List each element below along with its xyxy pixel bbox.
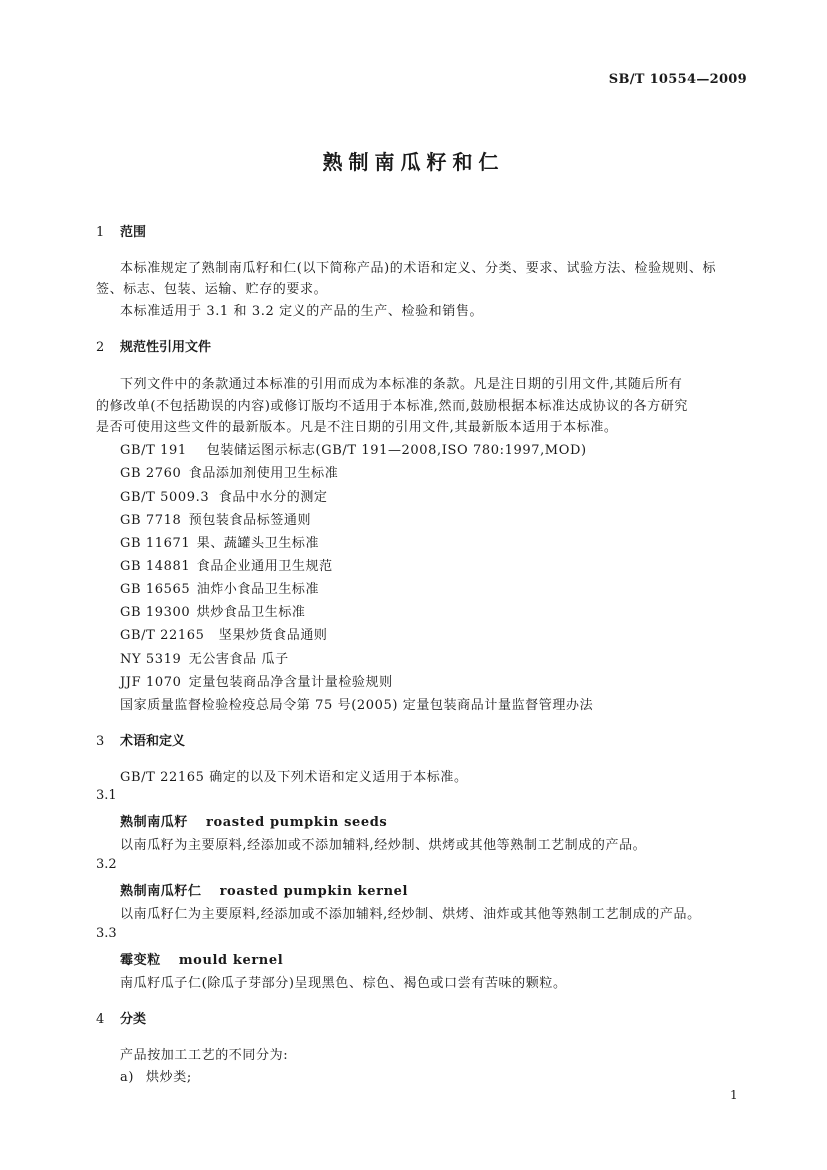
term-number: 3.3 [96, 926, 117, 941]
reference-code: GB 14881 [120, 559, 191, 574]
reference-item [120, 671, 393, 690]
s1-paragraph: 本标准适用于 3.1 和 3.2 定义的产品的生产、检验和销售。 [120, 304, 484, 319]
reference-item [120, 624, 328, 643]
section-1-heading [96, 221, 146, 240]
section-title: 规范性引用文件 [120, 340, 212, 355]
s3-intro: GB/T 22165 确定的以及下列术语和定义适用于本标准。 [120, 770, 468, 785]
standard-code: SB/T 10554—2009 [608, 72, 747, 87]
s4-intro: 产品按加工工艺的不同分为: [120, 1048, 289, 1063]
reference-code: NY 5319 [120, 652, 182, 667]
s2-paragraph-line: 是否可使用这些文件的最新版本。凡是不注日期的引用文件,其最新版本适用于本标准。 [96, 420, 618, 435]
reference-code: GB 7718 [120, 513, 182, 528]
term-chinese: 熟制南瓜籽仁 [120, 884, 202, 899]
term-definition: 以南瓜籽为主要原料,经添加或不添加辅料,经炒制、烘烤或其他等熟制工艺制成的产品。 [120, 838, 647, 853]
reference-title: 食品添加剂使用卫生标准 [188, 466, 339, 481]
list-item [120, 1066, 192, 1085]
list-item-label: a) [120, 1070, 135, 1085]
reference-item [120, 486, 328, 505]
reference-item [120, 601, 306, 620]
reference-title: 烘炒食品卫生标准 [196, 605, 306, 620]
s2-paragraph-line: 的修改单(不包括勘误的内容)或修订版均不适用于本标准,然而,鼓励根据本标准达成协议的各方研究 [96, 399, 689, 414]
reference-item [120, 532, 319, 551]
document-title: 熟制南瓜籽和仁 [322, 150, 505, 174]
reference-item [120, 439, 587, 458]
s1-paragraph-line: 本标准规定了熟制南瓜籽和仁(以下简称产品)的术语和定义、分类、要求、试验方法、检验规则、标 [120, 261, 717, 276]
s2-paragraph-line: 下列文件中的条款通过本标准的引用而成为本标准的条款。凡是注日期的引用文件,其随后所有 [120, 377, 683, 392]
reference-code: JJF 1070 [120, 675, 182, 690]
reference-title: 预包装食品标签通则 [188, 513, 312, 528]
reference-item [120, 555, 333, 574]
reference-item [120, 578, 319, 597]
reference-code: GB 2760 [120, 466, 182, 481]
section-number: 2 [96, 340, 105, 355]
section-title: 术语和定义 [120, 734, 186, 749]
term-number: 3.1 [96, 788, 117, 803]
term-definition: 南瓜籽瓜子仁(除瓜子芽部分)呈现黑色、棕色、褐色或口尝有苦味的颗粒。 [120, 976, 567, 991]
section-4-heading [96, 1008, 146, 1027]
s1-paragraph-line: 签、标志、包装、运输、贮存的要求。 [96, 282, 328, 297]
section-number: 3 [96, 734, 105, 749]
section-2-heading [96, 336, 211, 355]
reference-item [120, 509, 311, 528]
term-heading [120, 949, 283, 968]
reference-code: GB/T 22165 [120, 628, 205, 643]
section-title: 分类 [120, 1012, 147, 1027]
term-number: 3.2 [96, 857, 117, 872]
reference-title: 包装储运图示标志(GB/T 191—2008,ISO 780:1997,MOD) [206, 443, 587, 458]
reference-item [120, 462, 338, 481]
page-number: 1 [730, 1088, 738, 1102]
section-3-heading [96, 730, 185, 749]
term-chinese: 霉变粒 [120, 953, 161, 968]
reference-title: 果、蔬罐头卫生标准 [196, 536, 320, 551]
term-definition: 以南瓜籽仁为主要原料,经添加或不添加辅料,经炒制、烘烤、油炸或其他等熟制工艺制成的产品。 [120, 907, 701, 922]
reference-title: 食品中水分的测定 [218, 490, 328, 505]
term-chinese: 熟制南瓜籽 [120, 815, 189, 830]
reference-code: GB 11671 [120, 536, 191, 551]
reference-title: 食品企业通用卫生规范 [196, 559, 333, 574]
reference-code: GB/T 191 [120, 443, 187, 458]
reference-item [120, 648, 289, 667]
term-heading [120, 880, 408, 899]
reference-title: 油炸小食品卫生标准 [196, 582, 320, 597]
list-item-text: 烘炒类; [146, 1070, 192, 1085]
reference-title: 无公害食品 瓜子 [188, 652, 289, 667]
reference-code: GB/T 5009.3 [120, 490, 210, 505]
section-title: 范围 [120, 225, 147, 240]
term-english: roasted pumpkin seeds [206, 815, 388, 830]
reference-code: GB 16565 [120, 582, 191, 597]
term-english: roasted pumpkin kernel [219, 884, 409, 899]
term-english: mould kernel [178, 953, 284, 968]
term-heading [120, 811, 387, 830]
section-number: 4 [96, 1012, 105, 1027]
reference-title: 定量包装商品净含量计量检验规则 [188, 675, 393, 690]
reference-title: 坚果炒货食品通则 [218, 628, 328, 643]
section-number: 1 [96, 225, 105, 240]
reference-item-regulation: 国家质量监督检验检疫总局令第 75 号(2005) 定量包装商品计量监督管理办法 [120, 698, 594, 713]
reference-code: GB 19300 [120, 605, 191, 620]
